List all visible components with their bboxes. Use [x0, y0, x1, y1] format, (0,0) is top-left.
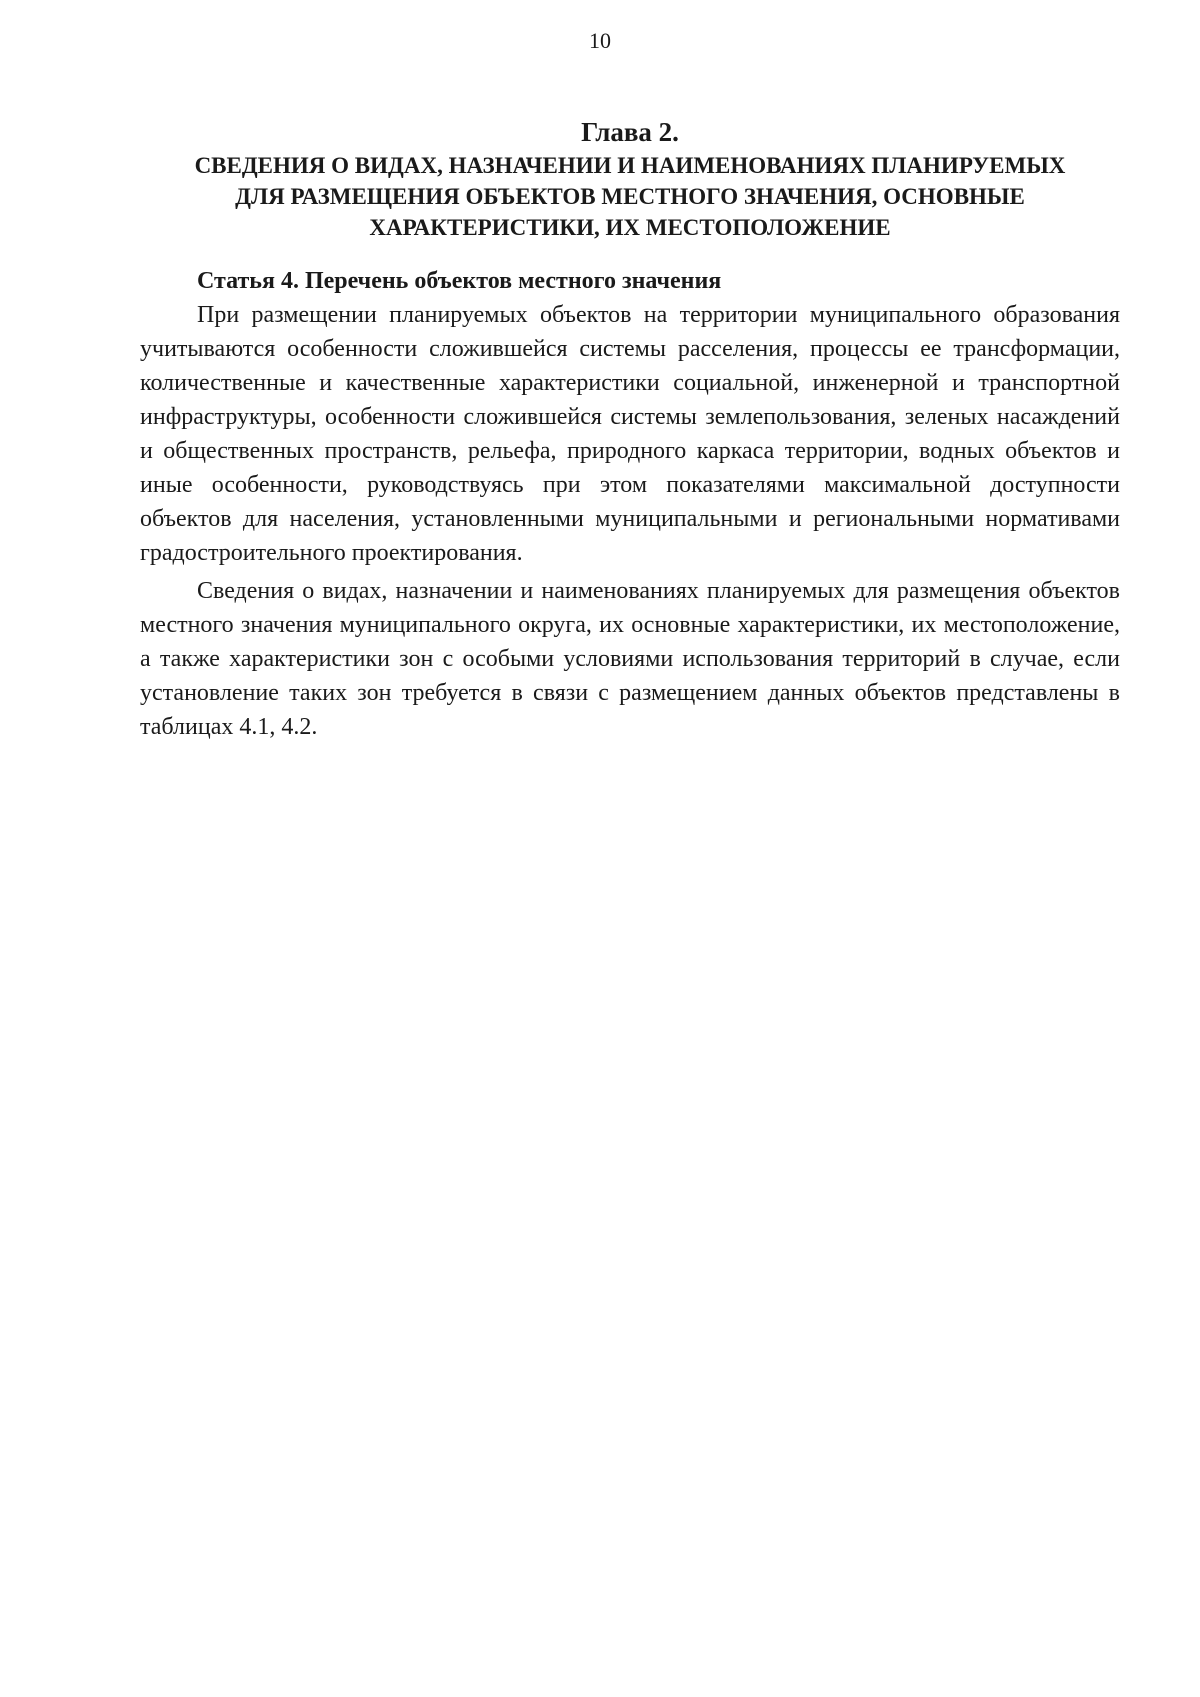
body-paragraph: При размещении планируемых объектов на территории муниципального образования учитываются особенности сложившейся системы расселения, процессы ее трансформации, количественные и качественные характеристики социальной, инженерной и транспортной инфраструктуры, особенности сложившейся системы землепользования, зеленых насаждений и общественных пространств, рельефа, природного каркаса территории, водных объектов и иные особенности, руководствуясь при этом показателями максимальной доступности объектов для населения, установленными муниципальными и региональными нормативами градостроительного проектирования.: [140, 302, 1120, 566]
chapter-header: [140, 116, 1120, 243]
chapter-title: [140, 150, 1120, 243]
article-section: [140, 264, 1120, 744]
chapter-label: Глава 2.: [581, 117, 679, 147]
article-heading: Статья 4. Перечень объектов местного значения: [197, 268, 722, 294]
body-paragraph: Сведения о видах, назначении и наименованиях планируемых для размещения объектов местного значения муниципального округа, их основные характеристики, их местоположение, а также характеристики зон с особыми условиями использования территорий в случае, если установление таких зон требуется в связи с размещением данных объектов представлены в таблицах 4.1, 4.2.: [140, 578, 1120, 740]
chapter-title-line: ХАРАКТЕРИСТИКИ, ИХ МЕСТОПОЛОЖЕНИЕ: [369, 215, 891, 240]
chapter-title-line: ДЛЯ РАЗМЕЩЕНИЯ ОБЪЕКТОВ МЕСТНОГО ЗНАЧЕНИЯ, ОСНОВНЫЕ: [235, 184, 1025, 209]
page-number: 10: [589, 28, 611, 53]
chapter-title-line: СВЕДЕНИЯ О ВИДАХ, НАЗНАЧЕНИИ И НАИМЕНОВАНИЯХ ПЛАНИРУЕМЫХ: [194, 153, 1066, 178]
